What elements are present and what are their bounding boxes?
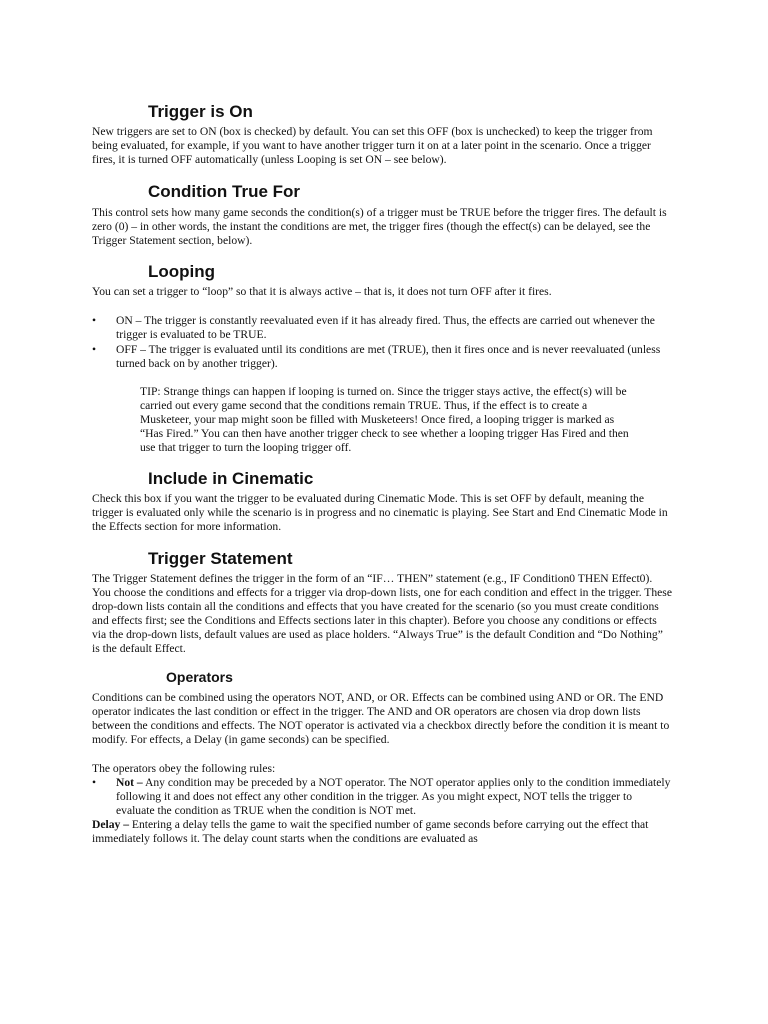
rules-intro: The operators obey the following rules: [92,762,276,775]
paragraph-condition-true-for: This control sets how many game seconds the condition(s) of a trigger must be TRUE before the trigger fires. The default is zero (0) – in other words, the instant the conditions are met, the trigger fires (though the effect(s) can be delayed, see the Trigger Statement section, below). [92,206,667,247]
heading-condition-true-for: Condition True For [148,182,301,201]
not-term: Not – [116,776,143,789]
heading-trigger-statement: Trigger Statement [148,549,293,568]
heading-trigger-is-on: Trigger is On [148,102,253,121]
bullet-glyph: • [92,314,97,327]
paragraph-include-in-cinematic: Check this box if you want the trigger to be evaluated during Cinematic Mode. This is set OFF by default, meaning the trigger is evaluated only while the scenario is in progress and no cinematic is playing. See Start and End Cinematic Mode in the Effects section for more information. [92,492,668,533]
bullet-off [92,343,672,371]
bullet-glyph: • [92,343,97,356]
heading-operators: Operators [166,669,233,685]
bullet-not-operator [92,776,672,818]
paragraph-trigger-statement: The Trigger Statement defines the trigger in the form of an “IF… THEN” statement (e.g., IF Condition0 THEN Effect0). You choose the conditions and effects for a trigger via drop-down lists, one for each condition and effect in the trigger. These drop-down lists contain all the conditions and effects that you have created for the scenario (so you must create conditions and effects first; see the Conditions and Effects sections later in this chapter). Before you choose any conditions or effects via the drop-down lists, default values are used as place holders. “Always True” is the default Condition and “Do Nothing” is the default Effect. [92,572,672,655]
paragraph-operators: Conditions can be combined using the operators NOT, AND, or OR. Effects can be combined using AND or OR. The END operator indicates the last condition or effect in the trigger. The AND and OR operators are chosen via drop down lists between the conditions and effects. The NOT operator is activated via a checkbox directly before the condition it is meant to modify. For effects, a Delay (in game seconds) can be specified. [92,691,670,746]
paragraph-looping: You can set a trigger to “loop” so that it is always active – that is, it does not turn OFF after it fires. [92,285,552,298]
paragraph-trigger-is-on: New triggers are set to ON (box is checked) by default. You can set this OFF (box is unchecked) to keep the trigger from being evaluated, for example, if you want to have another trigger turn it on at a later point in the scenario. Once a trigger fires, it is turned OFF automatically (unless Looping is set ON – see below). [92,125,653,166]
delay-term: Delay – [92,818,130,831]
bullet-off-text: OFF – The trigger is evaluated until its conditions are met (TRUE), then it fires once and is never reevaluated (unless turned back on by another trigger). [116,343,661,370]
heading-include-in-cinematic: Include in Cinematic [148,469,314,488]
bullet-glyph: • [92,776,97,789]
paragraph-delay [92,818,672,846]
bullet-on-text: ON – The trigger is constantly reevaluated even if it has already fired. Thus, the effects are carried out whenever the trigger is evaluated to be TRUE. [116,314,655,341]
delay-text: Entering a delay tells the game to wait the specified number of game seconds before carrying out the effect that immediately follows it. The delay count starts when the conditions are evaluated as [92,818,649,845]
not-text: Any condition may be preceded by a NOT operator. The NOT operator applies only to the condition immediately following it and does not effect any other condition in the trigger. As you might expect, NOT tells the trigger to evaluate the condition as TRUE when the condition is NOT met. [116,776,671,817]
bullet-on [92,314,672,342]
tip-note: TIP: Strange things can happen if looping is turned on. Since the trigger stays active, the effect(s) will be carried out every game second that the conditions remain TRUE. Thus, if the effect is to create a Musketeer, your map might soon be filled with Musketeers! Once fired, a looping trigger is marked as “Has Fired.” You can then have another trigger check to see whether a looping trigger Has Fired and then use that trigger to turn the looping trigger off. [140,385,629,454]
heading-looping: Looping [148,262,216,281]
